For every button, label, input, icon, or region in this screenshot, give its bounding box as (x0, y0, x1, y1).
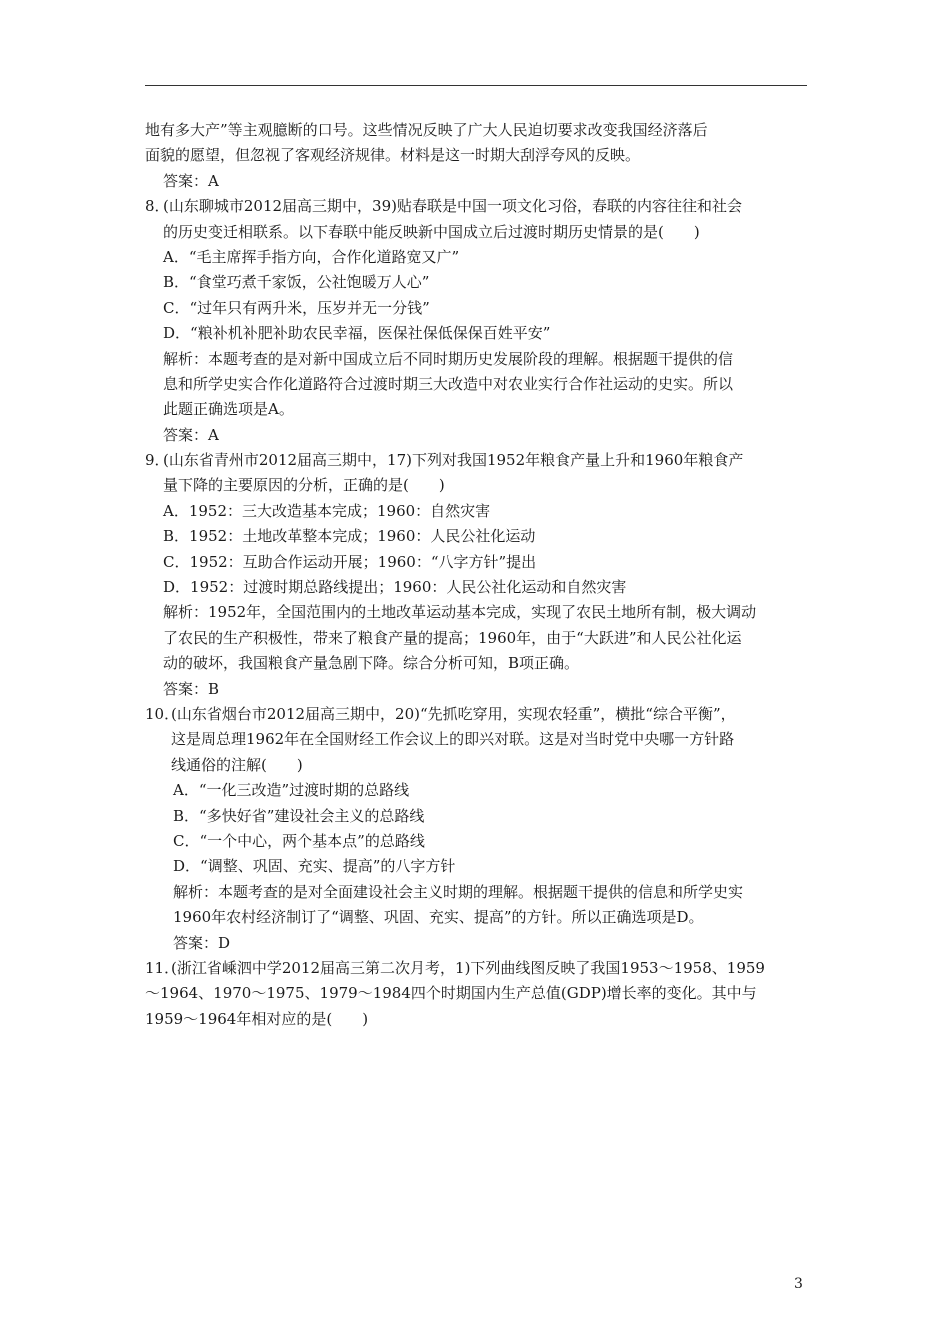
option-c: C．“一个中心，两个基本点”的总路线 (173, 831, 425, 850)
answer-q9: 答案：B (163, 679, 220, 698)
analysis-line: 此题正确选项是A。 (163, 400, 294, 419)
question-10 (145, 702, 815, 778)
stem-line: ～1964、1970～1975、1979～1984四个时期国内生产总值(GDP)增长率的变化。其中与 (145, 984, 757, 1003)
option-d: D．1952：过渡时期总路线提出；1960：人民公社化运动和自然灾害 (163, 578, 627, 597)
question-9 (145, 448, 815, 499)
stem-line: (浙江省嵊泗中学2012届高三第二次月考，1)下列曲线图反映了我国1953～1958、1959 (171, 958, 765, 977)
option-b: B．“多快好省”建设社会主义的总路线 (173, 806, 425, 825)
question-number: 9． (145, 451, 170, 470)
stem-line: 线通俗的注解( ) (171, 755, 303, 774)
answer-q7: 答案：A (163, 171, 219, 190)
question-11 (145, 956, 815, 981)
question-stem-first (171, 956, 765, 981)
continuation-line: 地有多大产”等主观臆断的口号。这些情况反映了广大人民迫切要求改变我国经济落后 (145, 121, 708, 139)
question-number: 8． (145, 197, 170, 216)
option-c: C．“过年只有两升米，压岁并无一分钱” (163, 298, 430, 317)
question-number: 11． (145, 958, 180, 977)
stem-line: 量下降的主要原因的分析，正确的是( ) (163, 476, 445, 495)
option-a: A．“一化三改造”过渡时期的总路线 (173, 781, 410, 800)
question-stem (163, 194, 742, 245)
option-c: C．1952：互助合作运动开展；1960：“八字方针”提出 (163, 552, 537, 571)
analysis-line: 息和所学史实合作化道路符合过渡时期三大改造中对农业实行合作社运动的史实。所以 (163, 374, 734, 393)
analysis-line: 解析：本题考查的是对全面建设社会主义时期的理解。根据题干提供的信息和所学史实 (173, 882, 744, 901)
stem-line: 的历史变迁相联系。以下春联中能反映新中国成立后过渡时期历史情景的是( ) (163, 222, 700, 241)
question-stem (163, 448, 743, 499)
analysis-line: 动的破坏，我国粮食产量急剧下降。综合分析可知，B项正确。 (163, 654, 580, 673)
analysis-line: 解析：本题考查的是对新中国成立后不同时期历史发展阶段的理解。根据题干提供的信 (163, 349, 734, 368)
stem-line: 这是周总理1962年在全国财经工作会议上的即兴对联。这是对当时党中央哪一方针路 (171, 730, 735, 749)
analysis-line: 了农民的生产积极性，带来了粮食产量的提高；1960年，由于“大跃进”和人民公社化运 (163, 628, 742, 647)
answer-q10: 答案：D (173, 933, 231, 952)
stem-line: (山东省青州市2012届高三期中，17)下列对我国1952年粮食产量上升和1960年粮食产 (163, 451, 744, 470)
option-a: A．1952：三大改造基本完成；1960：自然灾害 (163, 501, 491, 520)
option-a: A．“毛主席挥手指方向，合作化道路宽又广” (163, 247, 460, 266)
page-content (145, 118, 815, 1032)
answer-q8: 答案：A (163, 425, 219, 444)
question-8 (145, 194, 815, 245)
option-d: D．“粮补机补肥补助农民幸福，医保社保低保保百姓平安” (163, 324, 551, 343)
analysis-line: 1960年农村经济制订了“调整、巩固、充实、提高”的方针。所以正确选项是D。 (173, 908, 704, 927)
option-b: B．“食堂巧煮千家饭，公社饱暖万人心” (163, 273, 430, 292)
question-number: 10． (145, 704, 180, 723)
page-number: 3 (794, 1276, 803, 1292)
question-stem (171, 702, 736, 778)
stem-line: 1959～1964年相对应的是( ) (145, 1009, 369, 1028)
analysis-line: 解析：1952年，全国范围内的土地改革运动基本完成，实现了农民土地所有制，极大调动 (163, 603, 757, 622)
stem-line: (山东聊城市2012届高三期中，39)贴春联是中国一项文化习俗，春联的内容往往和社会 (163, 197, 742, 216)
option-b: B．1952：土地改革整本完成；1960：人民公社化运动 (163, 527, 536, 546)
continuation-line: 面貌的愿望，但忽视了客观经济规律。材料是这一时期大刮浮夸风的反映。 (145, 146, 641, 165)
stem-line: (山东省烟台市2012届高三期中，20)“先抓吃穿用，实现农轻重”，横批“综合平衡”， (171, 704, 736, 723)
header-rule (145, 85, 807, 86)
option-d: D．“调整、巩固、充实、提高”的八字方针 (173, 857, 456, 876)
